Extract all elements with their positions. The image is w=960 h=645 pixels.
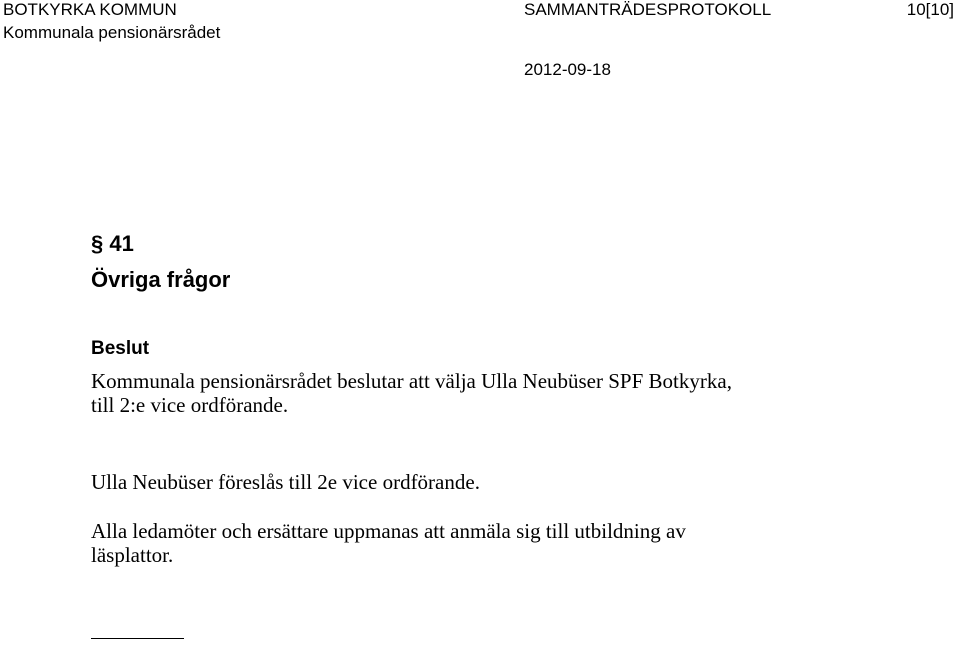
organization-name: BOTKYRKA KOMMUN xyxy=(3,0,177,19)
decision-heading: Beslut xyxy=(91,338,150,359)
section-symbol: § xyxy=(91,231,104,256)
decision-paragraph-2 xyxy=(91,470,931,494)
paragraph-line: Kommunala pensionärsrådet beslutar att välja Ulla Neubüser SPF Botkyrka, xyxy=(91,369,732,393)
paragraph-line: Ulla Neubüser föreslås till 2e vice ordförande. xyxy=(91,470,480,494)
section-number-value: 41 xyxy=(109,231,134,256)
closing-rule xyxy=(91,638,184,639)
page-number: 10[10] xyxy=(906,0,954,19)
decision-paragraph-1 xyxy=(91,369,931,417)
section-number xyxy=(91,231,134,257)
council-name: Kommunala pensionärsrådet xyxy=(3,23,221,42)
paragraph-line: läsplattor. xyxy=(91,543,174,567)
section-title: Övriga frågor xyxy=(91,267,231,292)
document-type: SAMMANTRÄDESPROTOKOLL xyxy=(524,0,772,19)
paragraph-line: Alla ledamöter och ersättare uppmanas att anmäla sig till utbildning av xyxy=(91,519,686,543)
decision-paragraph-3 xyxy=(91,519,931,567)
paragraph-line: till 2:e vice ordförande. xyxy=(91,393,289,417)
meeting-date: 2012-09-18 xyxy=(524,60,611,79)
